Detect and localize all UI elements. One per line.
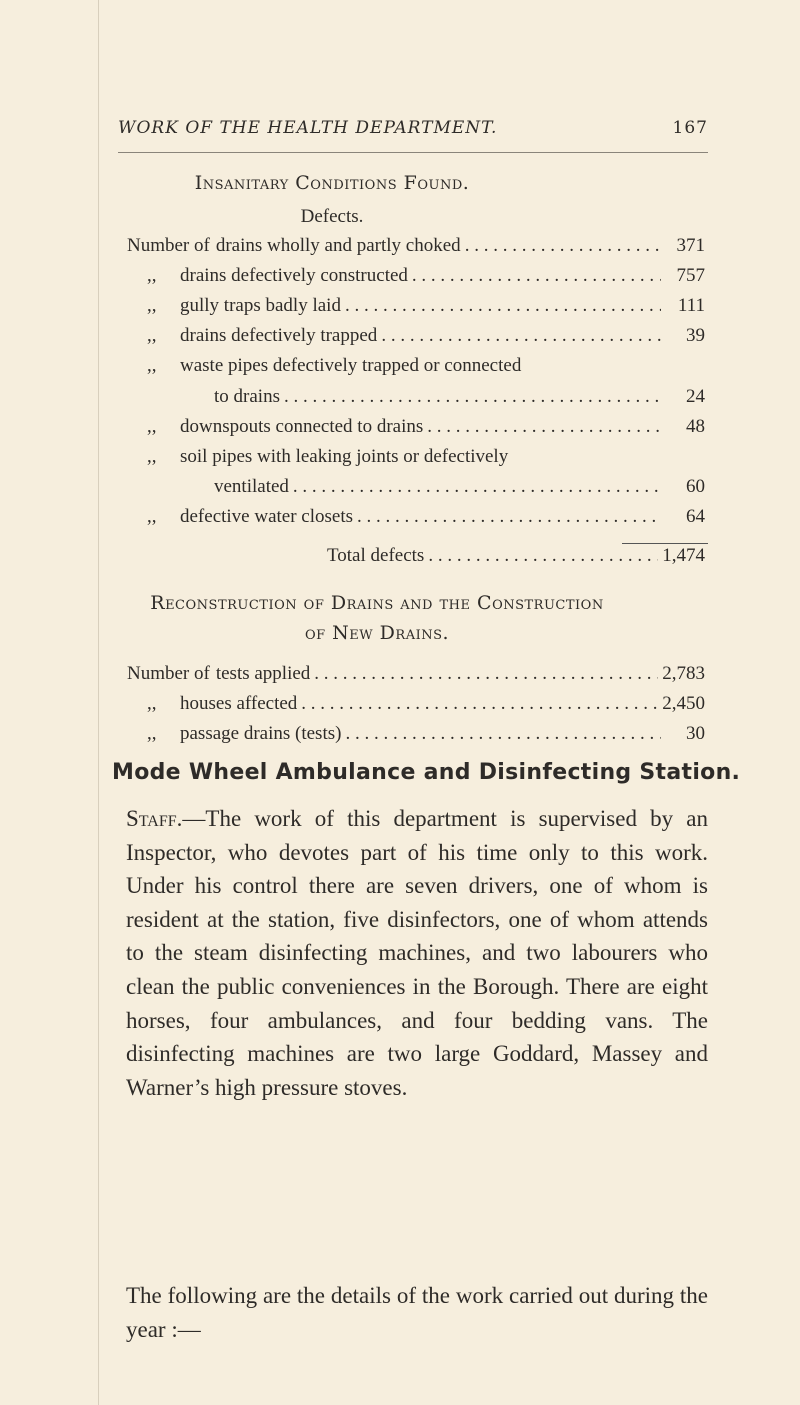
row-prefix: ,, [147,295,157,316]
row-value: 60 [686,476,705,497]
table-row [127,235,705,261]
table-row [127,693,705,719]
dot-leader [301,693,658,715]
total-rule [622,543,708,544]
row-label: gully traps badly laid [180,295,341,316]
dot-leader [293,476,661,498]
row-prefix: ,, [147,355,157,376]
row-label: passage drains (tests) [180,723,342,744]
dot-leader [284,386,661,408]
row-label: waste pipes defectively trapped or connected [180,355,522,376]
section-subtitle: Defects. [300,206,364,227]
row-prefix: ,, [147,416,157,437]
row-value: 30 [686,723,705,744]
row-value: 64 [686,506,705,527]
row-value: 48 [686,416,705,437]
paragraph-lead: Staff. [126,806,183,831]
row-label: drains defectively trapped [180,325,378,346]
row-value: 2,450 [662,693,705,714]
row-label: soil pipes with leaking joints or defectively [180,446,509,467]
page-edge-shadow [98,0,99,1405]
dot-leader [381,325,661,347]
row-label: drains defectively constructed [180,265,408,286]
paragraph-following: The following are the details of the work carried out during the year :— [126,1283,708,1342]
table-row [127,723,705,749]
row-prefix: ,, [147,693,157,714]
table-row [127,476,705,502]
total-value: 1,474 [662,545,705,566]
table-row [127,663,705,689]
header-rule [118,152,708,153]
table-row [127,506,705,532]
row-prefix: ,, [147,506,157,527]
row-label: drains wholly and partly choked [215,235,461,256]
row-prefix: ,, [147,446,157,467]
total-label: Total defects [327,545,425,566]
row-value: 111 [677,295,705,316]
row-prefix: ,, [147,265,157,286]
dot-leader [412,265,661,287]
page-number: 167 [672,118,708,138]
row-label: defective water closets [180,506,354,527]
row-value: 371 [676,235,705,256]
dot-leader [465,235,661,257]
row-value: 757 [676,265,705,286]
dot-leader [427,416,661,438]
dot-leader [345,295,661,317]
running-header [118,118,708,144]
table-row [127,416,705,442]
section3-heading: Mode Wheel Ambulance and Disinfecting Station. [112,760,741,785]
table-row [127,325,705,351]
section2-title: Reconstruction of Drains and the Construction [150,592,604,614]
dot-leader [357,506,661,528]
table-row [127,355,705,381]
row-label: to drains [214,386,280,407]
row-value: 2,783 [662,663,705,684]
row-label: tests applied [215,663,311,684]
table-row [127,386,705,412]
row-label: ventilated [214,476,289,497]
row-prefix: Number of [127,663,210,684]
dot-leader [345,723,661,745]
row-prefix: ,, [147,723,157,744]
row-prefix: ,, [147,325,157,346]
section2-title-line2: of New Drains. [304,622,450,644]
row-label: downspouts connected to drains [180,416,424,437]
row-value: 24 [686,386,705,407]
table-row [127,265,705,291]
row-value: 39 [686,325,705,346]
table-row [127,446,705,472]
section-title: Insanitary Conditions Found. [194,172,470,194]
paragraph-staff [126,802,708,1104]
table-row [127,295,705,321]
row-label: houses affected [180,693,298,714]
running-title: WORK OF THE HEALTH DEPARTMENT. [118,118,498,138]
paragraph-text: —The work of this department is supervised by an Inspector, who devotes part of his time only to this work. Under his control there are seven drivers, one of whom is resident at the station, five disinfectors, one of whom attends to the steam disinfecting machines, and two labourers who clean the public conveniences in the Borough. There are eight horses, four ambulances, and four bedding vans. The disinfecting machines are two large Goddard, Massey and Warner’s high pressure stoves. [126,806,708,1100]
dot-leader [314,663,658,685]
total-row [327,545,705,571]
row-prefix: Number of [127,235,210,256]
